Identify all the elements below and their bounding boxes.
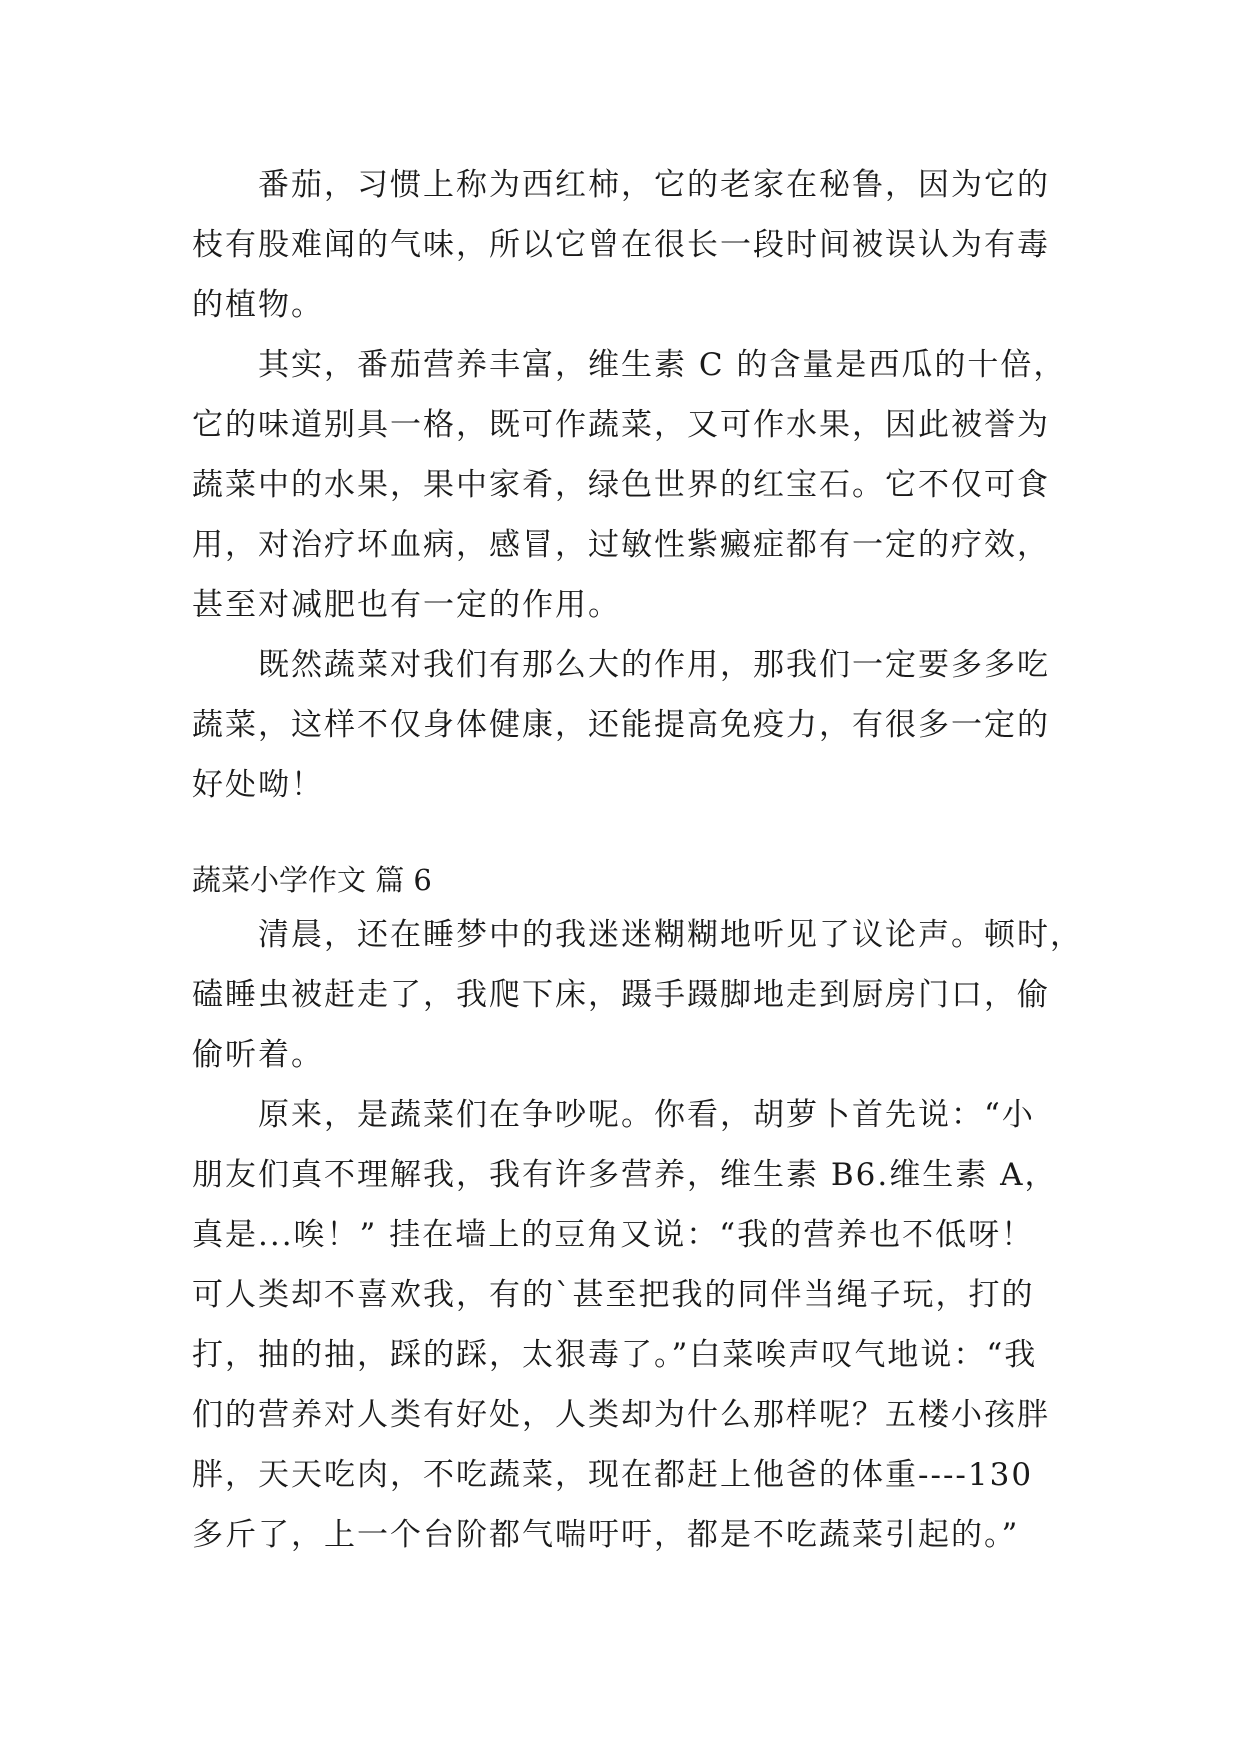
paragraph-1-line-2: 枝有股难闻的气味，所以它曾在很长一段时间被误认为有毒 (192, 227, 1050, 263)
paragraph-5-line-1: 原来，是蔬菜们在争吵呢。你看，胡萝卜首先说：“小 (258, 1097, 1035, 1133)
paragraph-5-line-6: 们的营养对人类有好处，人类却为什么那样呢？五楼小孩胖 (192, 1397, 1050, 1433)
paragraph-5-line-2: 朋友们真不理解我，我有许多营养，维生素 B6.维生素 A， (192, 1157, 1058, 1193)
paragraph-2-line-3: 蔬菜中的水果，果中家肴，绿色世界的红宝石。它不仅可食 (192, 467, 1050, 503)
paragraph-4-line-1: 清晨，还在睡梦中的我迷迷糊糊地听见了议论声。顿时， (258, 917, 1083, 953)
paragraph-5-line-4: 可人类却不喜欢我，有的`甚至把我的同伴当绳子玩，打的 (192, 1277, 1035, 1313)
paragraph-5-line-3: 真是...唉！” 挂在墙上的豆角又说：“我的营养也不低呀！ (192, 1217, 1035, 1253)
paragraph-2-line-2: 它的味道别具一格，既可作蔬菜，又可作水果，因此被誉为 (192, 407, 1050, 443)
paragraph-4-line-2: 磕睡虫被赶走了，我爬下床，蹑手蹑脚地走到厨房门口，偷 (192, 977, 1050, 1013)
paragraph-2-line-5: 甚至对减肥也有一定的作用。 (192, 587, 621, 623)
paragraph-5-line-8: 多斤了，上一个台阶都气喘吁吁，都是不吃蔬菜引起的。” (192, 1517, 1020, 1553)
paragraph-3-line-3: 好处呦！ (192, 767, 324, 803)
paragraph-5-line-5: 打，抽的抽，踩的踩，太狠毒了。”白菜唉声叹气地说：“我 (192, 1337, 1038, 1373)
paragraph-1-line-1: 番茄，习惯上称为西红柿，它的老家在秘鲁，因为它的 (258, 167, 1050, 203)
paragraph-2-line-4: 用，对治疗坏血病，感冒，过敏性紫癜症都有一定的疗效， (192, 527, 1050, 563)
paragraph-5-line-7: 胖，天天吃肉，不吃蔬菜，现在都赶上他爸的体重----130 (192, 1457, 1034, 1493)
paragraph-1-line-3: 的植物。 (192, 287, 324, 323)
paragraph-3-line-2: 蔬菜，这样不仅身体健康，还能提高免疫力，有很多一定的 (192, 707, 1050, 743)
paragraph-4-line-3: 偷听着。 (192, 1037, 324, 1073)
paragraph-2-line-1: 其实，番茄营养丰富，维生素 C 的含量是西瓜的十倍， (258, 347, 1067, 383)
paragraph-3-line-1: 既然蔬菜对我们有那么大的作用，那我们一定要多多吃 (258, 647, 1050, 683)
section-heading: 蔬菜小学作文 篇 6 (192, 863, 432, 897)
